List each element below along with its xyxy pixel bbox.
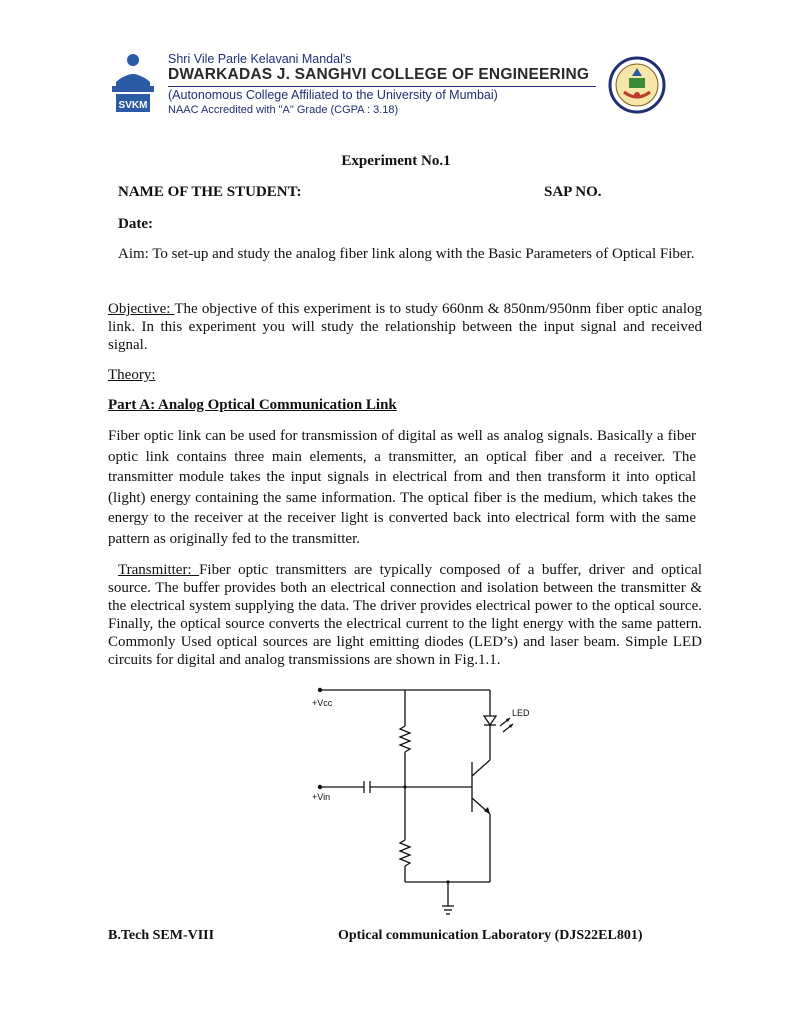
vin-label: +Vin (312, 792, 331, 802)
aim-paragraph: Aim: To set-up and study the analog fiber link along with the Basic Parameters of Optical Fiber. (118, 246, 695, 262)
transmitter-paragraph (108, 561, 702, 669)
vcc-label: +Vcc (312, 698, 333, 708)
college-affiliation: (Autonomous College Affiliated to the University of Mumbai) (168, 88, 498, 102)
objective-text: The objective of this experiment is to study 660nm & 850nm/950nm fiber optic analog link. In this experiment you will study the relationship between the input signal and received signal. (108, 301, 702, 353)
theory-label: Theory: (108, 367, 156, 383)
college-emblem-icon (608, 56, 666, 114)
date-label: Date: (118, 216, 153, 232)
led-label: LED (512, 708, 530, 718)
sap-number-label: SAP NO. (544, 184, 602, 200)
part-a-heading: Part A: Analog Optical Communication Link (108, 397, 397, 413)
objective-paragraph (108, 300, 702, 354)
fiber-link-paragraph: Fiber optic link can be used for transmission of digital as well as analog signals. Basically a fiber optic link contains three main elements, a transmitter, an optical fiber and a receiver. The transmitter module takes the input signals in electrical from and then transform it into optical (light) energy containing the same information. The optical fiber is the medium, which takes the energy to the receiver at the receiver light is converted back into electrical form with the same pattern as originally fed to the transmitter. (108, 428, 696, 547)
transmitter-label: Transmitter: (118, 562, 200, 578)
experiment-title: Experiment No.1 (341, 153, 451, 169)
footer-lab-title: Optical communication Laboratory (DJS22EL801) (338, 928, 643, 943)
objective-label: Objective: (108, 301, 175, 317)
college-name: DWARKADAS J. SANGHVI COLLEGE OF ENGINEERING (168, 66, 590, 83)
led-driver-circuit-diagram (300, 680, 530, 920)
transmitter-text: Fiber optic transmitters are typically composed of a buffer, driver and optical source. The buffer provides both an electrical connection and isolation between the transmitter & the electrical system supplying the data. The driver provides electrical power to the optical source. Finally, the optical source converts the electrical current to the light energy with the same pattern. Commonly Used optical sources are light emitting diodes (LED’s) and laser beam. Simple LED circuits for digital and analog transmissions are shown in Fig.1.1. (108, 562, 702, 668)
naac-accreditation: NAAC Accredited with "A" Grade (CGPA : 3.18) (168, 104, 399, 116)
svkm-logo-text: SVKM (118, 100, 148, 111)
footer-course: B.Tech SEM-VIII (108, 928, 215, 943)
student-name-label: NAME OF THE STUDENT: (118, 184, 302, 200)
header-divider (168, 86, 596, 87)
society-name: Shri Vile Parle Kelavani Mandal's (168, 52, 352, 66)
svkm-logo (108, 52, 158, 114)
